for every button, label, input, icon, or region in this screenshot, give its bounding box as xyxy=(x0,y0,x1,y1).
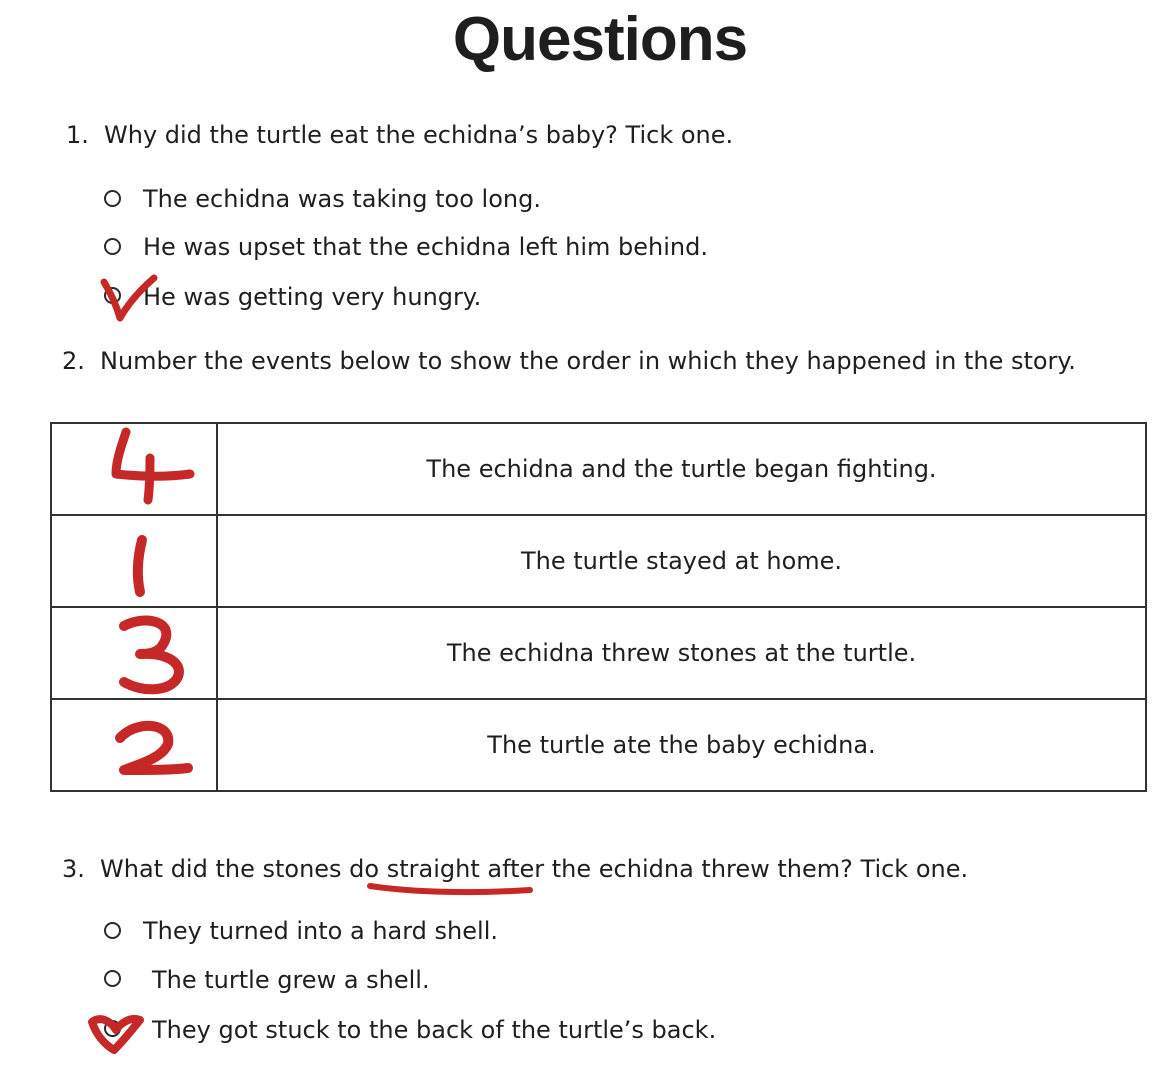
option-label: The echidna was taking too long. xyxy=(143,185,541,213)
option-label: He was getting very hungry. xyxy=(143,283,482,311)
answer-cell[interactable] xyxy=(51,607,217,699)
radio-option[interactable] xyxy=(104,922,121,939)
event-text: The echidna and the turtle began fighting. xyxy=(217,423,1146,515)
question-text: What did the stones do straight after the echidna threw them? Tick one. xyxy=(100,855,969,883)
event-text: The echidna threw stones at the turtle. xyxy=(217,607,1146,699)
question-number: 2. xyxy=(62,347,85,375)
option-label: They turned into a hard shell. xyxy=(143,917,498,945)
question-text: Number the events below to show the order in which they happened in the story. xyxy=(100,347,1076,375)
answer-cell[interactable] xyxy=(51,699,217,791)
event-text: The turtle stayed at home. xyxy=(217,515,1146,607)
question-text: Why did the turtle eat the echidna’s baby? Tick one. xyxy=(104,121,734,149)
option-label: The turtle grew a shell. xyxy=(152,966,430,994)
option-label: He was upset that the echidna left him behind. xyxy=(143,233,709,261)
underline-mark xyxy=(370,886,530,892)
option-label: They got stuck to the back of the turtle’s back. xyxy=(152,1016,717,1044)
radio-option[interactable] xyxy=(104,970,121,987)
page-title: Questions xyxy=(452,5,748,74)
table-row xyxy=(51,607,1146,699)
question-number: 1. xyxy=(66,121,89,149)
table-row xyxy=(51,423,1146,515)
question-1 xyxy=(66,120,733,150)
answer-4: 4 xyxy=(112,500,113,501)
answer-cell[interactable] xyxy=(51,515,217,607)
question-3 xyxy=(62,854,968,884)
radio-option[interactable] xyxy=(104,287,121,304)
question-number: 3. xyxy=(62,855,85,883)
question-2 xyxy=(62,346,1076,376)
events-table xyxy=(50,422,1147,792)
answer-cell[interactable] xyxy=(51,423,217,515)
event-text: The turtle ate the baby echidna. xyxy=(217,699,1146,791)
radio-option[interactable] xyxy=(104,238,121,255)
radio-option[interactable] xyxy=(104,190,121,207)
table-row xyxy=(51,699,1146,791)
table-row xyxy=(51,515,1146,607)
radio-option[interactable] xyxy=(104,1020,121,1037)
